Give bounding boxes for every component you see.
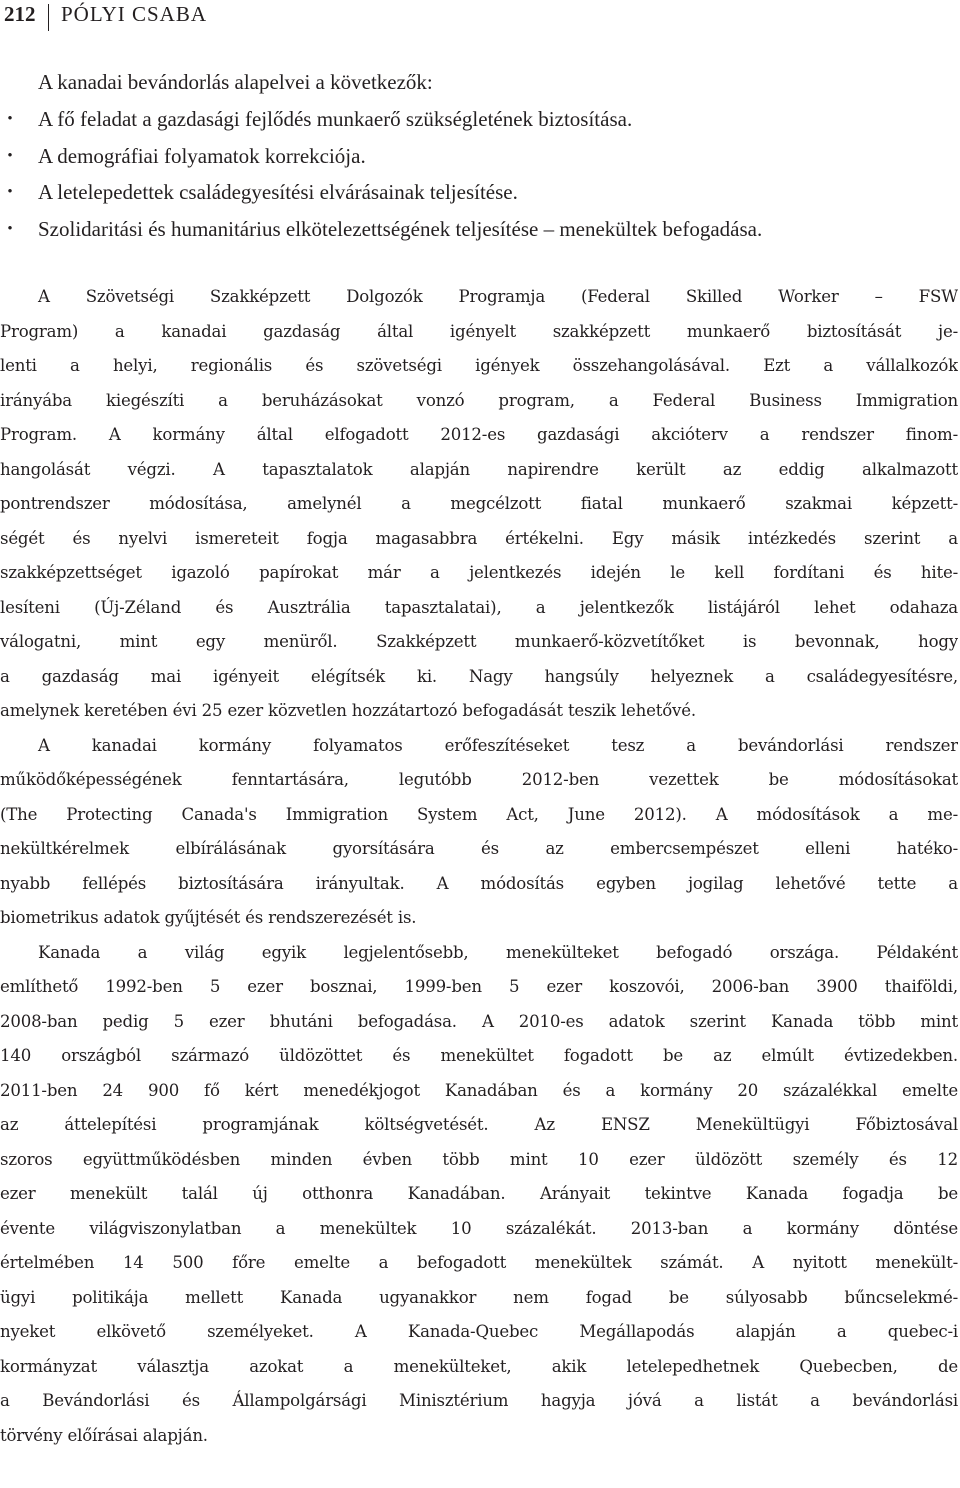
- principles-section: [0, 64, 958, 247]
- text-line: ügyi politikája mellett Kanada ugyanakkor nem fogad be súlyosabb bűncselekmé-: [0, 1287, 958, 1307]
- bullet-text: Szolidaritási és humanitárius elkötelezettségének teljesítése – menekültek befogadása.: [38, 216, 763, 241]
- bullet-dot-icon: •: [7, 147, 13, 164]
- bullet-dot-icon: •: [7, 111, 13, 127]
- text-line: nyabb fellépés biztosítására irányultak. A módosítás egyben jogilag lehetővé tette a: [0, 873, 958, 893]
- text-line: nyeket elkövető személyeket. A Kanada-Quebec Megállapodás alapján a quebec-i: [0, 1322, 958, 1341]
- principles-bullet-list: [0, 101, 958, 247]
- text-line: biometrikus adatok gyűjtését és rendszerezését is.: [0, 908, 417, 927]
- text-line: szoros együttműködésben minden évben több mint 10 ezer üldözött személy és 12: [0, 1149, 958, 1169]
- text-line: szakképzettséget igazoló papírokat már a jelentkezés idején le kell fordítani és hite-: [0, 563, 958, 582]
- text-line: 2011-ben 24 900 fő kért menedékjogot Kanadában és a kormány 20 százalékkal emelte: [0, 1080, 958, 1100]
- text-line: Program. A kormány által elfogadott 2012-es gazdasági akcióterv a rendszer finom-: [0, 425, 958, 444]
- text-line: lenti a helyi, regionális és szövetségi igények összehangolásával. Ezt a vállalkozók: [0, 356, 958, 375]
- text-line: értelmében 14 500 főre emelte a befogadott menekültek számát. A nyitott menekült-: [0, 1253, 958, 1272]
- text-line: nekültkérelmek elbírálásának gyorsítására és az embercsempészet elleni hatéko-: [0, 839, 958, 858]
- text-line: említhető 1992-ben 5 ezer bosznai, 1999-ben 5 ezer koszovói, 2006-ban 3900 thaiföldi,: [0, 977, 958, 996]
- text-line: 2008-ban pedig 5 ezer bhutáni befogadása. A 2010-es adatok szerint Kanada több mint: [0, 1011, 958, 1031]
- text-line: hangolását végzi. A tapasztalatok alapján napirendre került az eddig alkalmazott: [0, 459, 958, 479]
- bullet-item: [0, 138, 958, 175]
- text-line: ségét és nyelvi ismereteit fogja magasabbra értékelni. Egy másik intézkedés szerint a: [0, 528, 958, 548]
- header-divider: [48, 4, 49, 31]
- body-text: [0, 280, 958, 1453]
- text-line: Kanada a világ egyik legjelentősebb, menekülteket befogadó országa. Példaként: [38, 942, 958, 962]
- page-header: [0, 0, 960, 36]
- running-head-author: PÓLYI CSABA: [61, 2, 208, 26]
- bullet-text: A fő feladat a gazdasági fejlődés munkaerő szükségletének biztosítása.: [38, 107, 633, 131]
- text-line: évente világviszonylatban a menekültek 10 százalékát. 2013-ban a kormány döntése: [0, 1218, 958, 1238]
- bullet-item: [0, 174, 958, 211]
- text-line: Program) a kanadai gazdaság által igényelt szakképzett munkaerő biztosítását je-: [0, 321, 958, 341]
- text-line: válogatni, mint egy menüről. Szakképzett munkaerő-közvetítőket is bevonnak, hogy: [0, 632, 958, 651]
- text-line: a gazdaság mai igényeit elégítsék ki. Nagy hangsúly helyeznek a családegyesítésre,: [0, 666, 958, 686]
- bullet-text: A letelepedettek családegyesítési elvárásainak teljesítése.: [38, 180, 518, 204]
- paragraph: [0, 936, 958, 1454]
- text-line: amelynek keretében évi 25 ezer közvetlen hozzátartozó befogadását teszik lehetővé.: [0, 701, 696, 720]
- text-line: működőképességének fenntartására, legutóbb 2012-ben vezettek be módosításokat: [0, 770, 958, 789]
- bullet-dot-icon: •: [7, 220, 13, 237]
- text-line: ezer menekült talál új otthonra Kanadában. Arányait tekintve Kanada fogadja be: [0, 1184, 958, 1203]
- paragraph: [0, 729, 958, 936]
- text-line: 140 országból származó üldözöttet és menekültet fogadott be az elmúlt évtizedekben.: [0, 1046, 958, 1065]
- principles-heading: A kanadai bevándorlás alapelvei a következők:: [38, 70, 433, 94]
- bullet-text: A demográfiai folyamatok korrekciója.: [38, 143, 366, 168]
- bullet-item: [0, 211, 958, 248]
- text-line: A kanadai kormány folyamatos erőfeszítéseket tesz a bevándorlási rendszer: [38, 735, 958, 755]
- text-line: kormányzat választja azokat a menekülteket, akik letelepedhetnek Quebecben, de: [0, 1356, 958, 1376]
- text-line: lesíteni (Új-Zéland és Ausztrália tapasztalatai), a jelentkezők listájáról lehet odahaza: [0, 597, 958, 617]
- page-number: 212: [4, 2, 36, 26]
- text-line: irányába kiegészíti a beruházásokat vonzó program, a Federal Business Immigration: [0, 390, 958, 410]
- text-line: az áttelepítési programjának költségvetését. Az ENSZ Menekültügyi Főbiztosával: [0, 1115, 958, 1134]
- text-line: a Bevándorlási és Állampolgársági Minisztérium hagyja jóvá a listát a bevándorlási: [0, 1391, 958, 1410]
- text-line: pontrendszer módosítása, amelynél a megcélzott fiatal munkaerő szakmai képzett-: [0, 494, 958, 513]
- paragraph: [0, 280, 958, 729]
- text-line: (The Protecting Canada's Immigration System Act, June 2012). A módosítások a me-: [0, 804, 958, 824]
- text-line: törvény előírásai alapján.: [0, 1425, 208, 1445]
- bullet-dot-icon: •: [7, 184, 13, 200]
- bullet-item: [0, 101, 958, 138]
- text-line: A Szövetségi Szakképzett Dolgozók Programja (Federal Skilled Worker – FSW: [38, 287, 958, 306]
